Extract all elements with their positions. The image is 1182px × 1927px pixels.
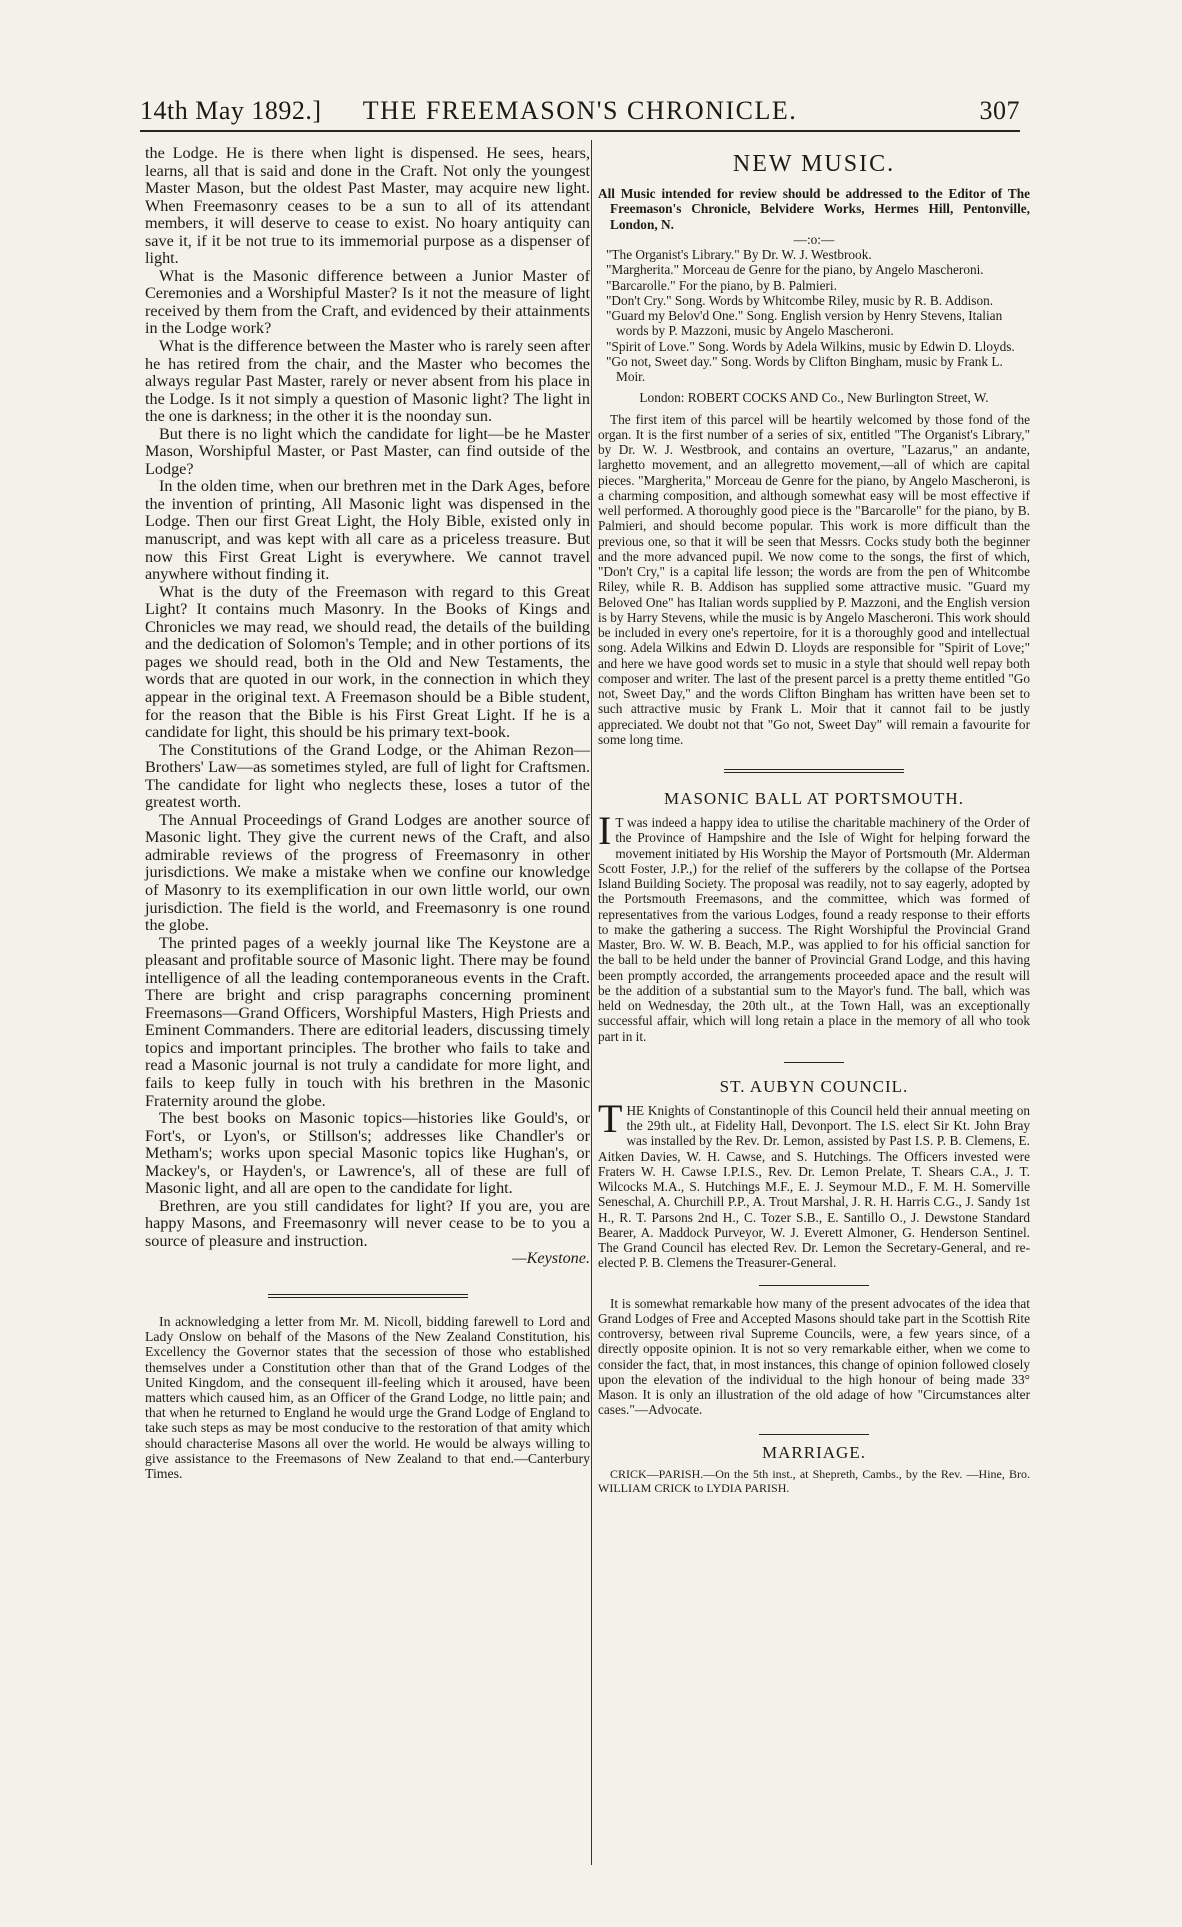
section-rule (759, 1434, 869, 1435)
remark-paragraph: It is somewhat remarkable how many of the present advocates of the idea that Grand Lodges of Free and Accepted Masons should take part in the Scottish Rite controversy, between rival Supreme Councils, were, a few years since, of a directly opposite opinion. It is not so very remarkable either, when we come to consider the fact, that, in most instances, this change of opinion followed closely upon the elevation of the individual to the high honour of being made 33° Mason. It is only an illustration of the old adage of how "Circumstances alter cases."—Advocate. (598, 1295, 1030, 1418)
issue-date: 14th May 1892.] (140, 96, 322, 125)
music-entry: "Barcarolle." For the piano, by B. Palmieri. (606, 277, 837, 293)
st-aubyn-body: HE Knights of Constantinople of this Council held their annual meeting on the 29th ult., at Fidelity Hall, Devonport. The I.S. elect Sir Kt. John Bray was installed by the Rev. Dr. Lemon, assisted by Past I.S. P. B. Clemens, E. Aitken Davies, W. H. Cawse, and S. Hutchings. The Officers invested were Fraters W. H. Cawse I.P.I.S., Rev. Dr. Lemon Prelate, T. Shears C.A., J. T. Wilcocks M.A., S. Hutchings M.F., E. J. Seymour M.D., F. M. H. Somerville Seneschal, A. Churchill P.P., A. Trout Marshal, J. R. H. Harris C.G., J. Sandy 1st H., R. T. Parsons 2nd H., C. Tozer S.B., E. Santillo O., J. Dewstone Standard Bearer, A. Maddock Purveyor, W. J. Everett Almoner, G. Henderson Sentinel. The Grand Council has elected Rev. Dr. Lemon the Secretary-General, and re-elected P. B. Clemens the Treasurer-General. (598, 1102, 1030, 1271)
news-note: In acknowledging a letter from Mr. M. Nicoll, bidding farewell to Lord and Lady Onslow on behalf of the Masons of the New Zealand Constitution, his Excellency the Governor states that the secession of those who established themselves under a Constitution other than that of the Grand Lodges of the United Kingdom, and the consequent ill-feeling which it aroused, have been matters which caused him, as an Officer of the Grand Lodge, no little pain; and that when he returned to England he would urge the Grand Lodge of England to take such steps as may be most conducive to the restoration of that amity which should characterise Masons all over the world. He would be always willing to give assistance to the Freemasons of New Zealand to that end.—Canterbury Times. (145, 1314, 590, 1482)
masonic-ball-body: T was indeed a happy idea to utilise the charitable machinery of the Order of the Province of Hampshire and the Isle of Wight for helping forward the movement initiated by His Worship the Mayor of Portsmouth (Mr. Alderman Scott Foster, J.P.,) for the relief of the sufferers by the collapse of the Portsea Island Building Society. The proposal was readily, not to say eagerly, adopted by the Portsmouth Freemasons, and the committee, which was formed of representatives from the various Lodges, found a ready response to their efforts to make the gathering a success. The Right Worshipful the Provincial Grand Master, Bro. W. W. B. Beach, M.P., was applied to for his official sanction for the ball to be held under the banner of Provincial Grand Lodge, and this having been promptly accorded, the arrangements proceeded apace and the result will be the addition of a substantial sum to the Mayor's fund. The ball, which was held on Wednesday, the 20th ult., at the Town Hall, was an exceptionally successful affair, which will long retain a place in the memory of all who took part in it. (598, 815, 1030, 1044)
music-entry: "Go not, Sweet day." Song. Words by Clifton Bingham, music by Frank L. Moir. (606, 353, 1003, 384)
music-entry: "The Organist's Library." By Dr. W. J. Westbrook. (606, 247, 872, 262)
article-paragraph: The Annual Proceedings of Grand Lodges are another source of Masonic light. They give the current news of the Craft, and also admirable reviews of the progress of Freemasonry in other jurisdictions. We make a mistake when we confine our knowledge of Masonry to its exemplification in our own little world, our own jurisdiction. The field is the world, and Freemasonry is one round the globe. (145, 810, 590, 935)
drop-cap: T (598, 1095, 623, 1141)
journal-title: THE FREEMASON'S CHRONICLE. (362, 96, 798, 125)
left-column (145, 145, 590, 1481)
section-rule (784, 1062, 844, 1063)
section-rule (268, 1294, 468, 1298)
article-source: —Keystone. (512, 1249, 590, 1268)
drop-cap: I (598, 808, 612, 853)
article-paragraph: The Constitutions of the Grand Lodge, or the Ahiman Rezon—Brothers' Law—as sometimes styled, are full of light for Craftsmen. The candidate for light who neglects these, loses a tutor of the greatest worth. (145, 740, 590, 812)
separator: —:o:— (793, 231, 835, 247)
publisher-line: London: ROBERT COCKS AND Co., New Burlington Street, W. (639, 390, 989, 406)
article-paragraph: Brethren, are you still candidates for light? If you are, you are happy Masons, and Freemasonry will never cease to be to you a source of pleasure and instruction. (145, 1196, 590, 1250)
new-music-notice: All Music intended for review should be addressed to the Editor of The Freemason's Chronicle, Belvidere Works, Hermes Hill, Pentonville, London, N. (598, 186, 1030, 232)
music-entry: "Guard my Belov'd One." Song. English version by Henry Stevens, Italian words by P. Mazzoni, music by Angelo Mascheroni. (606, 308, 1003, 339)
section-rule (724, 769, 904, 773)
article-paragraph: But there is no light which the candidate for light—be he Master Mason, Worshipful Master, or Past Master, can find outside of the Lodge? (145, 424, 590, 478)
article-paragraph: the Lodge. He is there when light is dispensed. He sees, hears, learns, all that is said and done in the Craft. Not only the youngest Master Mason, but the oldest Past Master, may acquire new light. When Freemasonry ceases to be a sun to all of its attendant members, it will deserve to cease to exist. No hoary antiquity can save it, if it be not true to its immemorial purpose as a dispenser of light. (145, 144, 590, 268)
st-aubyn-text (598, 1095, 1030, 1271)
section-rule (759, 1285, 869, 1286)
music-entry: "Don't Cry." Song. Words by Whitcombe Riley, music by R. B. Addison. (606, 292, 994, 308)
masonic-ball-text (598, 808, 1030, 1044)
column-divider (591, 140, 592, 1865)
article-paragraph: The best books on Masonic topics—histories like Gould's, or Fort's, or Lyon's, or Stillson's; addresses like Chandler's or Metham's; works upon special Masonic topics like Hughan's, or Mackey's, or Hayden's, or Lawrence's, all of these are full of Masonic light, and all are open to the candidate for light. (145, 1109, 590, 1198)
st-aubyn-heading: ST. AUBYN COUNCIL. (719, 1076, 909, 1096)
article-paragraph: What is the difference between the Master who is rarely seen after he has retired from the chair, and the Master who becomes the always regular Past Master, rarely or never absent from his place in the Lodge. Is it not simply a question of Masonic light? The light in the one is darkness; in the other it is the noonday sun. (145, 337, 590, 426)
masonic-ball-heading: MASONIC BALL AT PORTSMOUTH. (664, 789, 964, 808)
marriage-heading: MARRIAGE. (762, 1442, 866, 1462)
music-entry: "Margherita." Morceau de Genre for the piano, by Angelo Mascheroni. (606, 262, 984, 278)
article-paragraph: What is the Masonic difference between a Junior Master of Ceremonies and a Worshipful Master? Is it not the measure of light received by them from the Craft, and evidenced by their attainments in the Lodge work? (145, 266, 590, 338)
marriage-notice: CRICK—PARISH.—On the 5th inst., at Shepreth, Cambs., by the Rev. —Hine, Bro. WILLIAM CRICK to LYDIA PARISH. (598, 1466, 1030, 1495)
article-paragraph: The printed pages of a weekly journal like The Keystone are a pleasant and profitable source of Masonic light. There may be found intelligence of all the leading contemporaneous events in the Craft. There are bright and crisp paragraphs concerning prominent Freemasons—Grand Officers, Worshipful Masters, High Priests and Eminent Commanders. There are editorial leaders, discussing timely topics and important principles. The brother who fails to take and read a Masonic journal is not truly a candidate for more light, and fails to keep fully in touch with his brethren in the Masonic Fraternity around the globe. (145, 933, 590, 1110)
page-header (140, 96, 1020, 132)
page-number: 307 (979, 96, 1020, 125)
right-column (598, 145, 1030, 1495)
music-review: The first item of this parcel will be heartily welcomed by those fond of the organ. It is the first number of a series of six, entitled "The Organist's Library," by Dr. W. J. Westbrook, and contains an overture, "Lazarus," an andante, larghetto movement, and an allegretto movement,—all of which are capital pieces. "Margherita," Morceau de Genre for the piano, by Angelo Mascheroni, is a charming composition, and although somewhat easy will be most effective if well performed. A thoroughly good piece is the "Barcarolle" for the piano, by B. Palmieri, and should become popular. This work is more difficult than the previous one, so that it will be seen that Messrs. Cocks study both the beginner and the more advanced pupil. We now come to the songs, the first of which, "Don't Cry," is a capital life lesson; the words are from the pen of Whitcombe Riley, while R. B. Addison has supplied some attractive music. "Guard my Beloved One" has Italian words supplied by P. Mazzoni, and the English version is by Harry Stevens, while the music is by Angelo Mascheroni. This work should be included in every one's repertoire, for it is a thoroughly good and intellectual song. Adela Wilkins and Edwin D. Lloyds are responsible for "Spirit of Love;" and here we have good words set to music in a style that should well repay both composer and writer. The last of the present parcel is a pretty theme entitled "Go not, Sweet Day," and the words Clifton Bingham has written have been set to such attractive music by Frank L. Moir that it cannot fail to be justly appreciated. We doubt not that "Go not, Sweet Day" will remain a favourite for some long time. (598, 411, 1030, 747)
music-entry: "Spirit of Love." Song. Words by Adela Wilkins, music by Edwin D. Lloyds. (606, 338, 1015, 354)
article-paragraph: What is the duty of the Freemason with regard to this Great Light? It contains much Masonry. In the Books of Kings and Chronicles we may read, we should read, the details of the building and the dedication of Solomon's Temple; and in other portions of its pages we should read, both in the Old and New Testaments, the words that are quoted in our work, in the connection in which they appear in the original text. A Freemason should be a Bible student, for the reason that the Bible is his First Great Light. If he is a candidate for light, this should be his primary text-book. (145, 582, 590, 742)
new-music-heading: NEW MUSIC. (732, 151, 896, 177)
article-paragraph: In the olden time, when our brethren met in the Dark Ages, before the invention of printing, All Masonic light was dispensed in the Lodge. Then our first Great Light, the Holy Bible, existed only in manuscript, and was kept with all care as a priceless treasure. But now this First Great Light is everywhere. We cannot travel anywhere without finding it. (145, 477, 590, 584)
